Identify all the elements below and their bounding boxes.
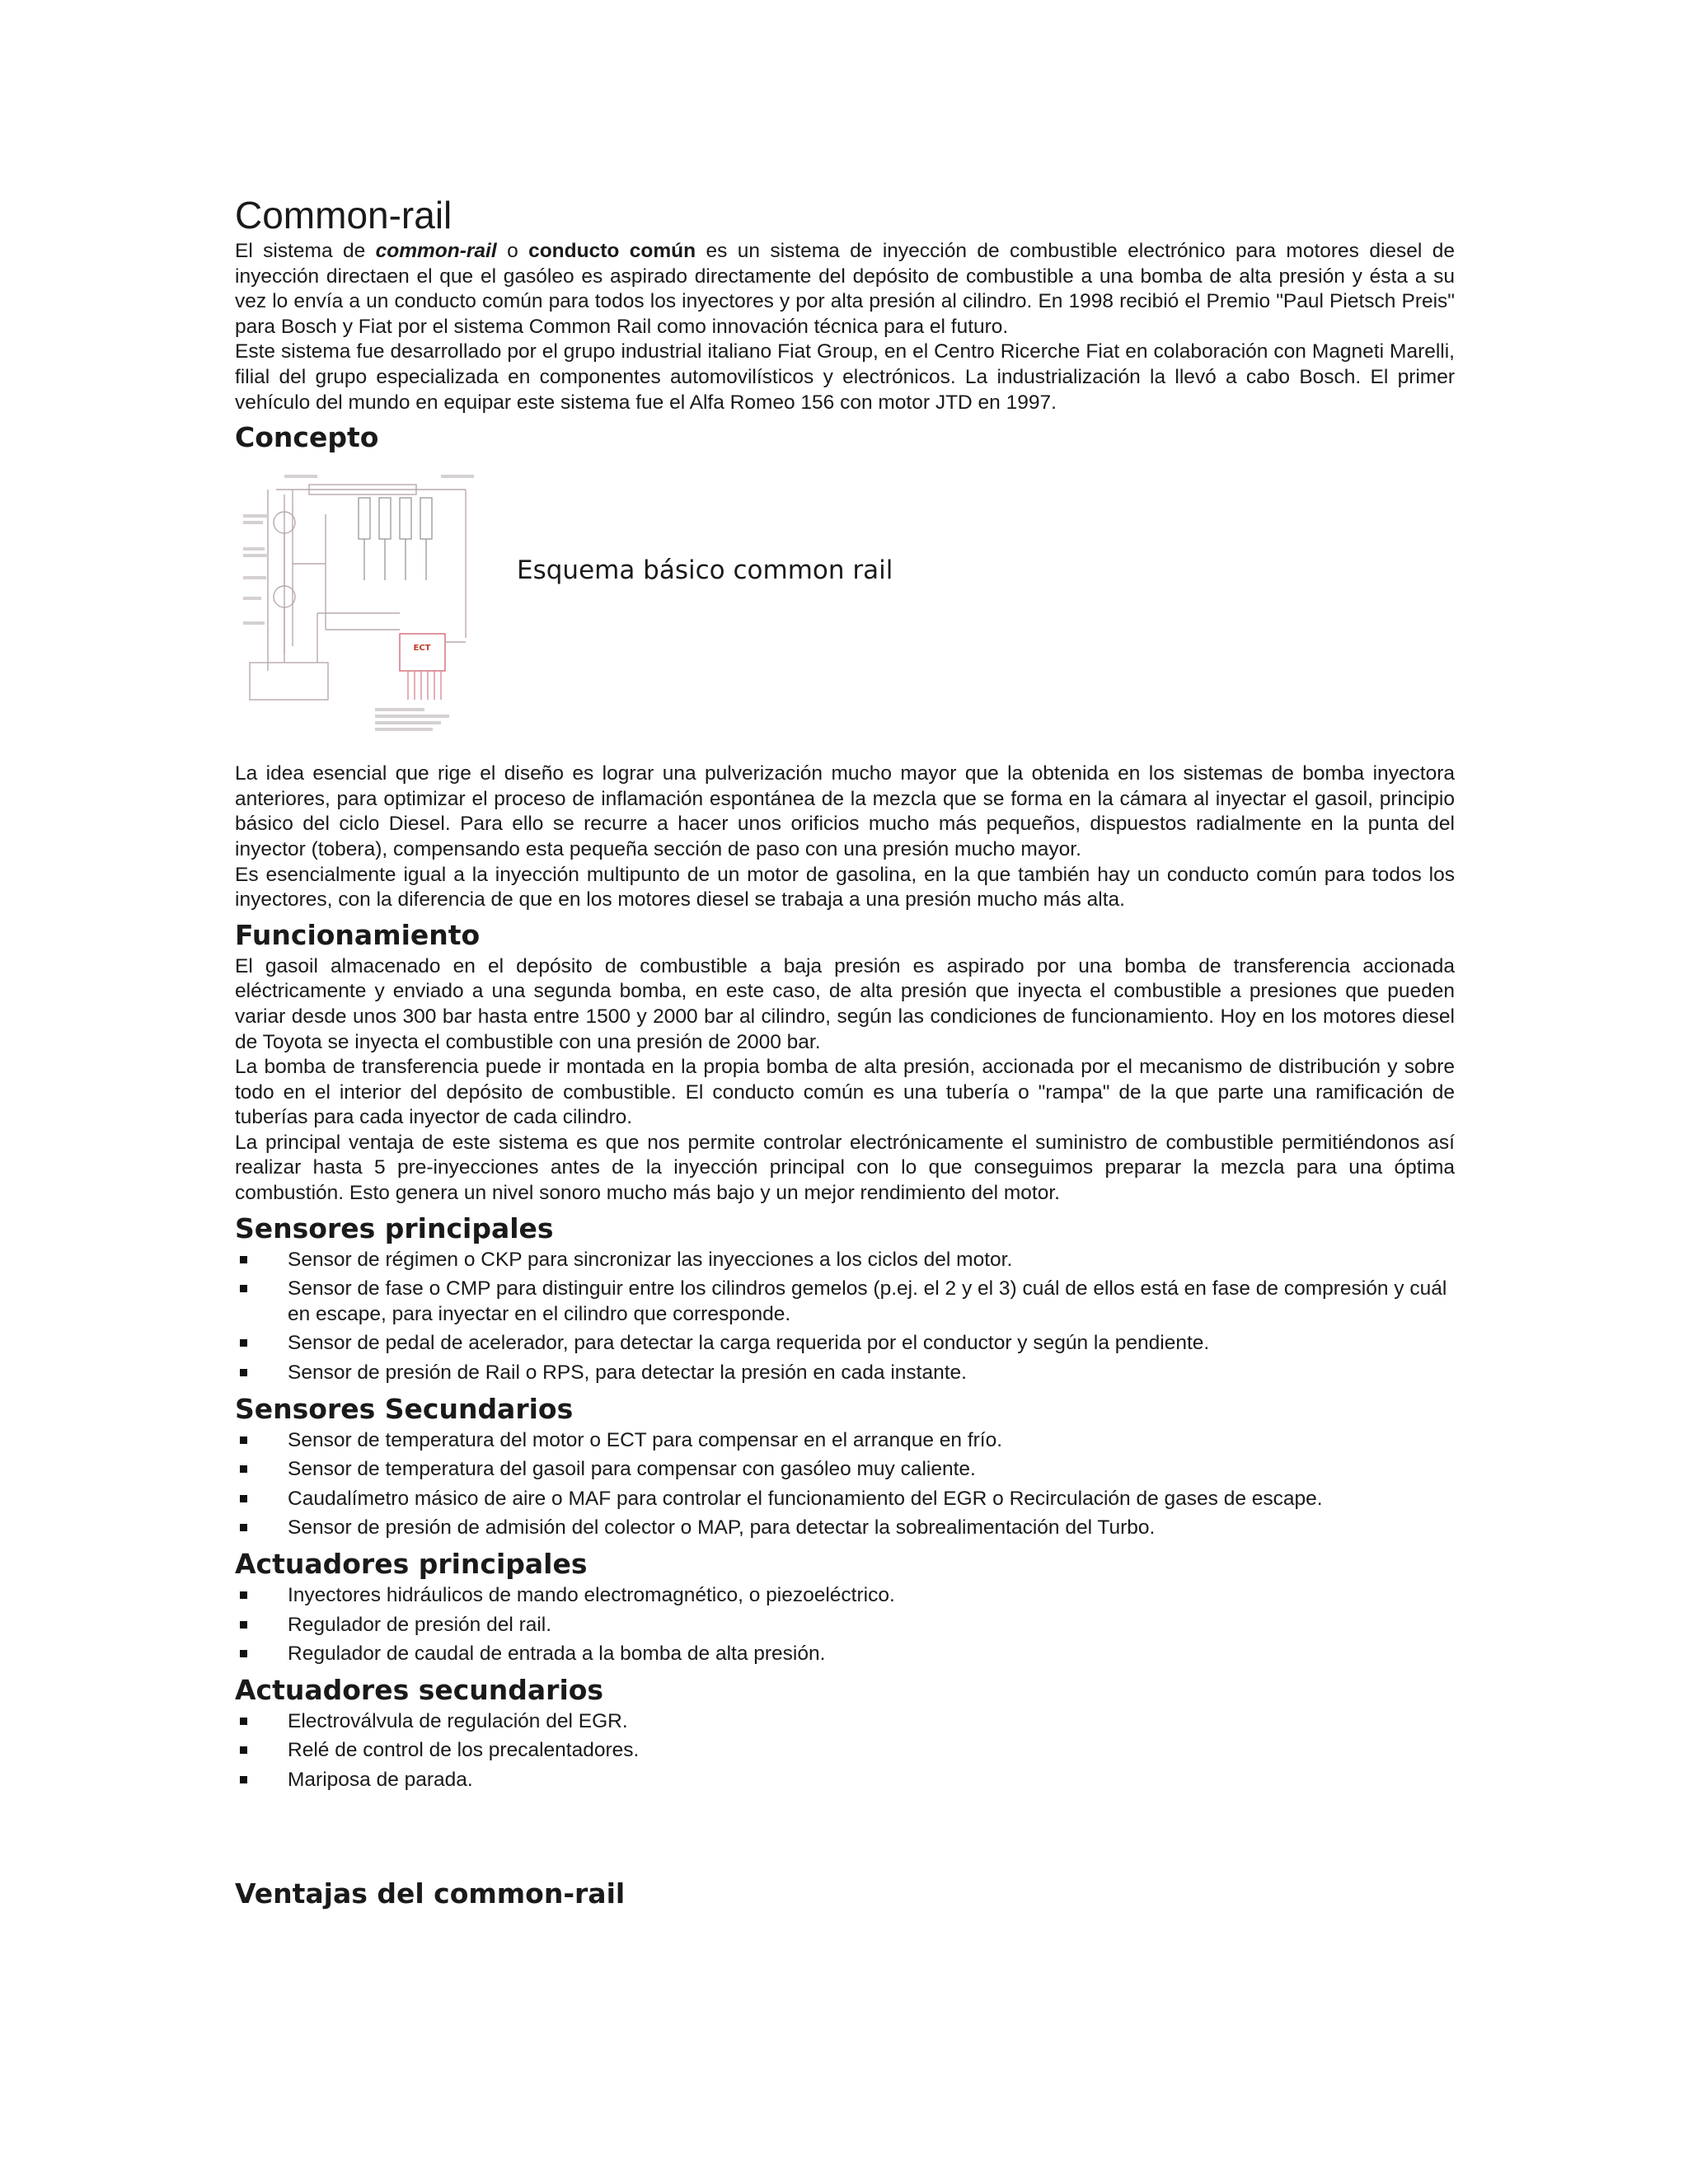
list-item: Sensor de presión de Rail o RPS, para detectar la presión en cada instante. xyxy=(235,1361,1455,1386)
funcionamiento-paragraph-1: El gasoil almacenado en el depósito de combustible a baja presión es aspirado por una bomba de transferencia accionada eléctricamente y enviado a una segunda bomba, en este caso, de alta presión que inyecta el combustible a presiones que pueden variar desde unos 300 bar hasta entre 1500 y 2000 bar al cilindro, según las condiciones de funcionamiento. Hoy en los motores diesel de Toyota se inyecta el combustible con una presión de 2000 bar. xyxy=(235,954,1455,1053)
intro-text-3: es un sistema de inyección de combustible electrónico para motores diesel de inyección directaen el que el gasóleo es aspirado directamente del depósito de combustible a una bomba de alta presión y ésta a su vez lo envía a un conducto común para todos los inyectores y por alta presión al cilindro. En 1998 recibió el Premio "Paul Pietsch Preis" para Bosch y Fiat por el sistema Common Rail como innovación técnica para el futuro. xyxy=(235,240,1455,338)
list-item: Sensor de temperatura del gasoil para compensar con gasóleo muy caliente. xyxy=(235,1457,1455,1483)
intro-text-2: o xyxy=(496,240,529,262)
list-item: Sensor de presión de admisión del colector o MAP, para detectar la sobrealimentación del Turbo. xyxy=(235,1516,1455,1541)
sensores-principales-list xyxy=(235,1248,1455,1386)
intro-term-bold: conducto común xyxy=(528,240,696,262)
list-item: Caudalímetro másico de aire o MAF para controlar el funcionamiento del EGR o Recirculación de gases de escape. xyxy=(235,1487,1455,1512)
figure-caption: Esquema básico common rail xyxy=(517,555,893,586)
section-heading-sensores-principales: Sensores principales xyxy=(235,1212,554,1244)
funcionamiento-paragraph-2: La bomba de transferencia puede ir montada en la propia bomba de alta presión, accionada por el mecanismo de distribución y sobre todo en el interior del depósito de combustible. El conducto común es una tubería o "rampa" de la que parte una ramificación de tuberías para cada inyector de cada cilindro. xyxy=(235,1056,1455,1129)
section-heading-concepto: Concepto xyxy=(235,421,379,454)
list-item: Relé de control de los precalentadores. xyxy=(235,1738,1455,1764)
sensores-secundarios-list xyxy=(235,1428,1455,1541)
actuadores-secundarios-list xyxy=(235,1709,1455,1793)
list-item: Electroválvula de regulación del EGR. xyxy=(235,1709,1455,1735)
section-heading-sensores-secundarios: Sensores Secundarios xyxy=(235,1392,574,1425)
common-rail-diagram xyxy=(235,465,490,737)
list-item: Regulador de presión del rail. xyxy=(235,1613,1455,1638)
list-item: Mariposa de parada. xyxy=(235,1768,1455,1793)
ect-label: ECT xyxy=(413,644,431,654)
list-item: Sensor de fase o CMP para distinguir entre los cilindros gemelos (p.ej. el 2 y el 3) cuál de ellos está en fase de compresión y cuál en escape, para inyectar en el cilindro que corresponde. xyxy=(235,1277,1455,1327)
list-item: Inyectores hidráulicos de mando electromagnético, o piezoeléctrico. xyxy=(235,1583,1455,1609)
intro-term-italic: common-rail xyxy=(375,240,497,262)
vertical-spacer xyxy=(235,1797,1455,1872)
concepto-paragraph-1: La idea esencial que rige el diseño es lograr una pulverización mucho mayor que la obtenida en los sistemas de bomba inyectora anteriores, para optimizar el proceso de inflamación espontánea de la mezcla que se forma en la cámara al inyectar el gasoil, principio básico del ciclo Diesel. Para ello se recurre a hacer unos orificios mucho más pequeños, dispuestos radialmente en la punta del inyector (tobera), compensando esta pequeña sección de paso con una presión mucho mayor. xyxy=(235,762,1455,860)
section-heading-actuadores-secundarios: Actuadores secundarios xyxy=(235,1673,604,1706)
figure-common-rail xyxy=(235,465,1455,737)
funcionamiento-paragraph-3: La principal ventaja de este sistema es que nos permite controlar electrónicamente el suministro de combustible permitiéndonos así realizar hasta 5 pre-inyecciones antes de la inyección principal con lo que conseguimos preparar la mezcla para una óptima combustión. Esto genera un nivel sonoro mucho más bajo y un mejor rendimiento del motor. xyxy=(235,1131,1455,1205)
section-heading-actuadores-principales: Actuadores principales xyxy=(235,1548,588,1580)
document-content xyxy=(235,191,1455,1913)
list-item: Sensor de régimen o CKP para sincronizar las inyecciones a los ciclos del motor. xyxy=(235,1248,1455,1273)
page-title: Common-rail xyxy=(235,194,452,237)
list-item: Sensor de pedal de acelerador, para detectar la carga requerida por el conductor y según la pendiente. xyxy=(235,1331,1455,1357)
intro-text-1: El sistema de xyxy=(235,240,376,262)
intro-paragraph-2: Este sistema fue desarrollado por el grupo industrial italiano Fiat Group, en el Centro Ricerche Fiat en colaboración con Magneti Marelli, filial del grupo especializada en componentes automovilísticos y electrónicos. La industrialización la llevó a cabo Bosch. El primer vehículo del mundo en equipar este sistema fue el Alfa Romeo 156 con motor JTD en 1997. xyxy=(235,340,1455,414)
list-item: Sensor de temperatura del motor o ECT para compensar en el arranque en frío. xyxy=(235,1428,1455,1454)
concepto-paragraph-2: Es esencialmente igual a la inyección multipunto de un motor de gasolina, en la que también hay un conducto común para todos los inyectores, con la diferencia de que en los motores diesel se trabaja a una presión mucho más alta. xyxy=(235,863,1455,912)
list-item: Regulador de caudal de entrada a la bomba de alta presión. xyxy=(235,1642,1455,1667)
section-heading-funcionamiento: Funcionamiento xyxy=(235,918,481,951)
intro-paragraph-1 xyxy=(235,239,1455,340)
section-heading-ventajas: Ventajas del common-rail xyxy=(235,1877,626,1910)
actuadores-principales-list xyxy=(235,1583,1455,1667)
